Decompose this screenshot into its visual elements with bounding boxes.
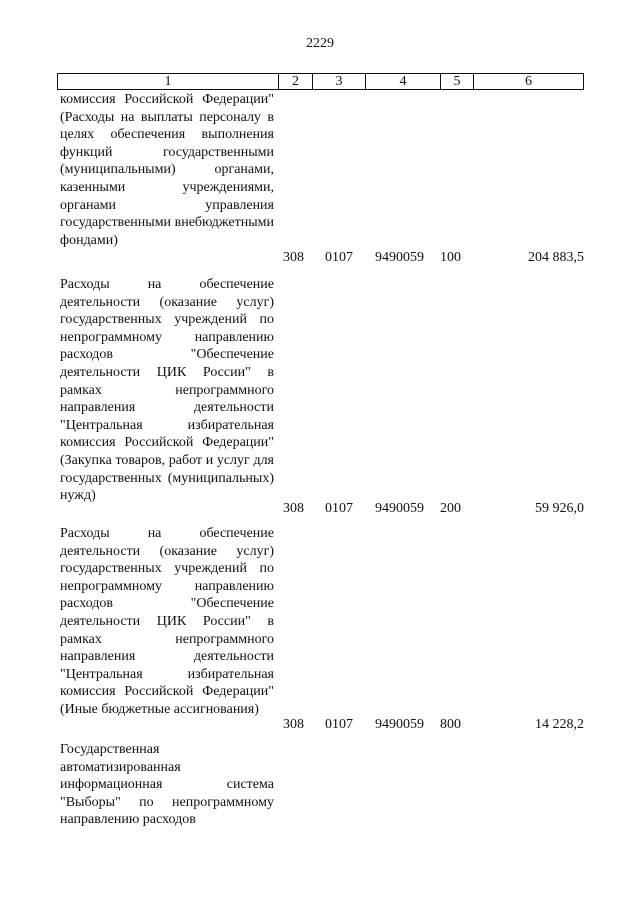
row-description: Государственная автоматизированная информационная система "Выборы" по непрограммному направлению расходов xyxy=(60,742,274,828)
row-col2-value: 308 xyxy=(283,501,304,517)
column-header-4: 4 xyxy=(366,74,441,89)
row-col2-value: 308 xyxy=(283,250,304,266)
column-header-5: 5 xyxy=(441,74,474,89)
row-col5-value: 200 xyxy=(440,501,461,517)
column-header-2: 2 xyxy=(279,74,313,89)
table-header xyxy=(57,73,584,90)
row-col6-value: 14 228,2 xyxy=(535,717,584,733)
column-header-6: 6 xyxy=(525,74,532,89)
row-col3-value: 0107 xyxy=(325,717,353,733)
column-header-3: 3 xyxy=(313,74,366,89)
row-col2-value: 308 xyxy=(283,717,304,733)
row-description: Расходы на обеспечение деятельности (оказание услуг) государственных учреждений по непрограммному направлению расходов "Обеспечение деятельности ЦИК России" в рамках непрограммного направления деятельности "Центральная избирательная комиссия Российской Федерации" (Иные бюджетные ассигнования) xyxy=(60,526,274,717)
row-description: комиссия Российской Федерации" (Расходы на выплаты персоналу в целях обеспечения выполнения функций государственными (муниципальными) органами, казенными учреждениями, органами управления государственными внебюджетными фондами) xyxy=(60,92,274,248)
row-col4-value: 9490059 xyxy=(375,717,424,733)
table-row xyxy=(57,91,584,267)
row-col6-value: 204 883,5 xyxy=(528,250,584,266)
row-col5-value: 100 xyxy=(440,250,461,266)
table-row xyxy=(57,525,584,734)
row-col4-value: 9490059 xyxy=(375,501,424,517)
row-col6-value: 59 926,0 xyxy=(535,501,584,517)
row-col5-value: 800 xyxy=(440,717,461,733)
row-description: Расходы на обеспечение деятельности (оказание услуг) государственных учреждений по непрограммному направлению расходов "Обеспечение деятельности ЦИК России" в рамках непрограммного направления деятельности "Центральная избирательная комиссия Российской Федерации" (Закупка товаров, работ и услуг для государственных (муниципальных) нужд) xyxy=(60,277,274,504)
row-col4-value: 9490059 xyxy=(375,250,424,266)
table-row xyxy=(57,276,584,518)
row-col3-value: 0107 xyxy=(325,501,353,517)
table-row xyxy=(57,741,584,831)
page-number: 2229 xyxy=(306,36,334,51)
column-header-1: 1 xyxy=(58,74,279,89)
row-col3-value: 0107 xyxy=(325,250,353,266)
